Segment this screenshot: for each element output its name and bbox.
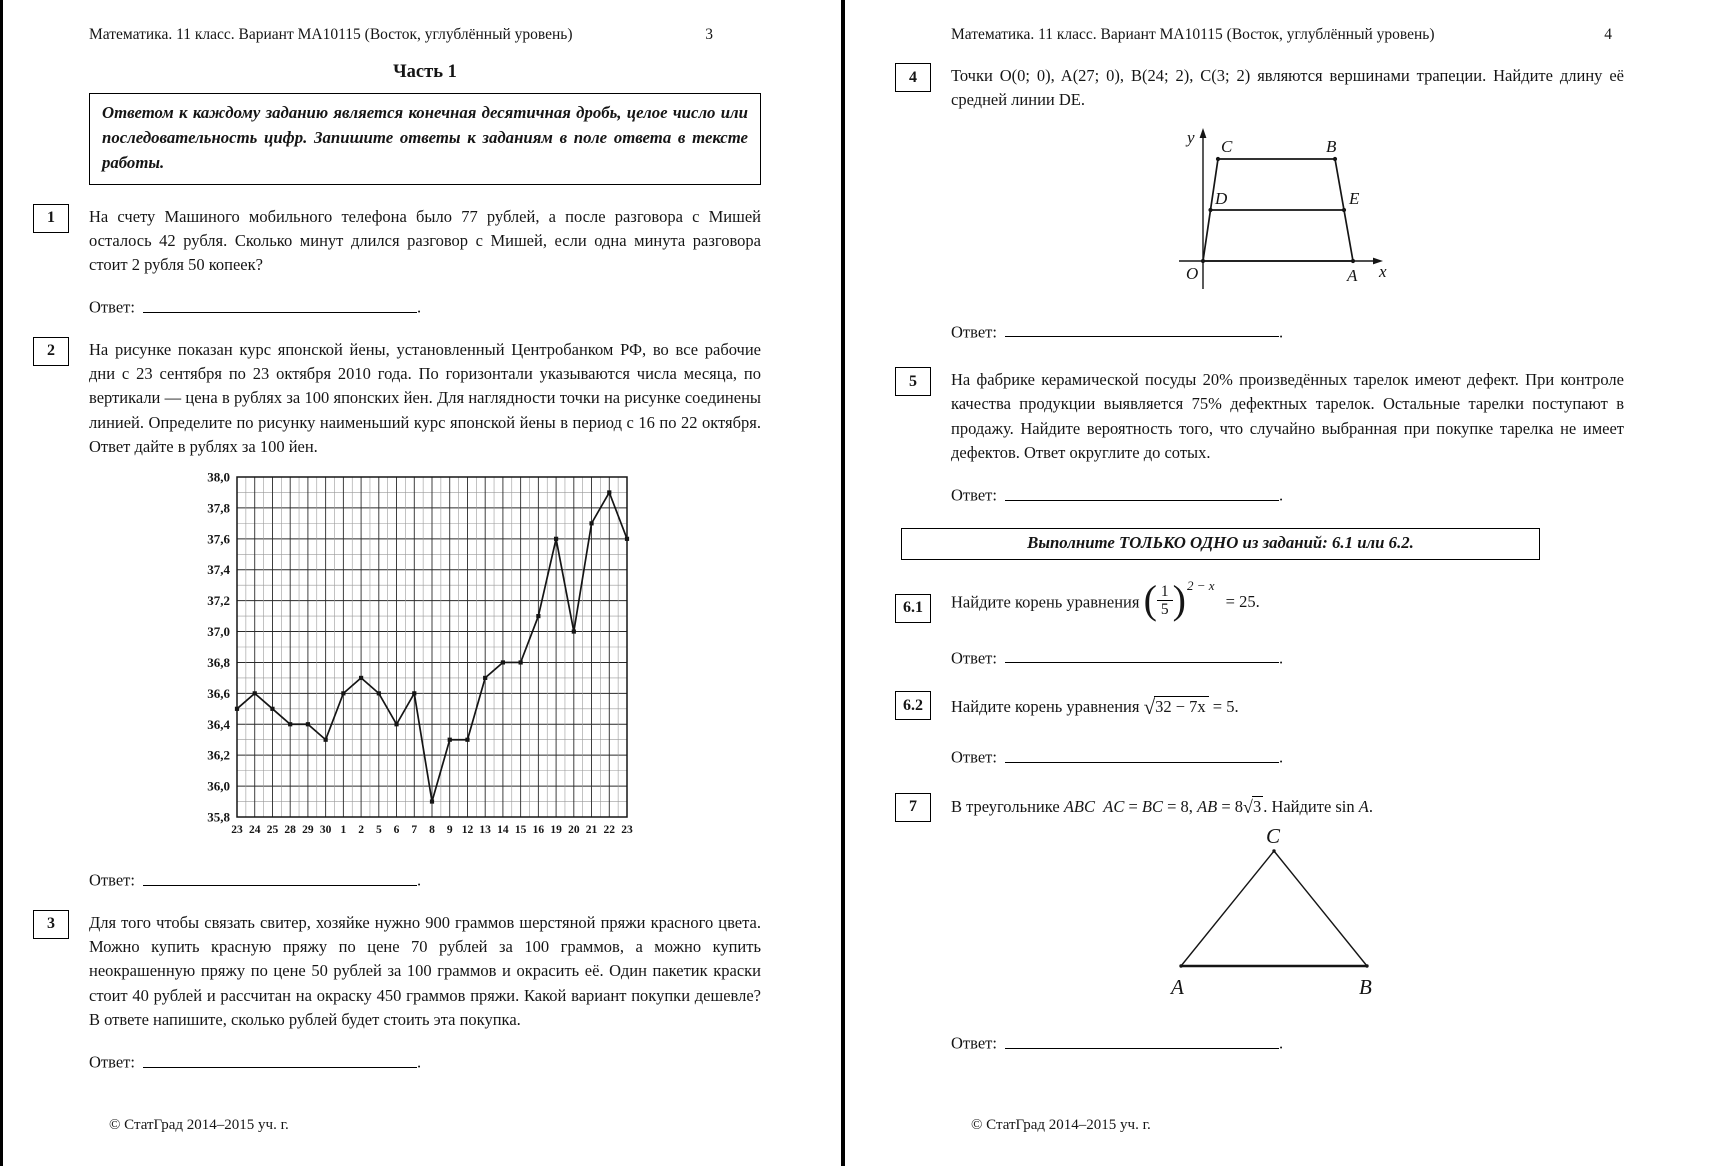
svg-text:36,8: 36,8 — [207, 655, 230, 671]
problem-2-number: 2 — [33, 337, 69, 366]
svg-text:23: 23 — [621, 824, 633, 837]
svg-text:19: 19 — [550, 824, 562, 837]
answer-label: Ответ: — [951, 1033, 997, 1053]
radical-icon: √ — [1143, 695, 1156, 720]
answer-label: Ответ: — [89, 297, 135, 317]
svg-text:25: 25 — [266, 824, 279, 837]
problem-5 — [909, 368, 1624, 506]
problem-6-2-number: 6.2 — [895, 691, 931, 720]
answer-row-7 — [951, 1033, 1624, 1054]
equals: = — [1128, 796, 1138, 816]
answer-label: Ответ: — [951, 322, 997, 342]
radicand: 32 − 7x — [1154, 696, 1209, 716]
svg-text:7: 7 — [411, 824, 418, 837]
page-number: 3 — [705, 26, 713, 43]
side-AC: AC — [1103, 796, 1125, 816]
header-title: Математика. 11 класс. Вариант МА10115 (Восток, углублённый уровень) — [89, 26, 573, 43]
answer-blank — [1005, 1033, 1279, 1049]
svg-text:15: 15 — [514, 824, 527, 837]
svg-text:35,8: 35,8 — [207, 809, 230, 825]
close-paren: ) — [1172, 576, 1186, 622]
svg-text:8: 8 — [429, 824, 435, 837]
angle-A: A — [1358, 796, 1369, 816]
text-lead: В треугольнике — [951, 796, 1060, 816]
yen-rate-chart — [187, 467, 761, 850]
svg-text:36,0: 36,0 — [207, 778, 230, 794]
page-number: 4 — [1604, 26, 1612, 43]
label-C: C — [1266, 826, 1281, 849]
line-chart-svg — [187, 467, 639, 845]
svg-text:12: 12 — [461, 824, 474, 837]
problem-6-1-text — [951, 576, 1624, 622]
answer-label: Ответ: — [951, 747, 997, 767]
answer-period: . — [1278, 747, 1284, 767]
problem-3-number: 3 — [33, 910, 69, 939]
problem-1-text: На счету Машиного мобильного телефона было 77 рублей, а после разговора с Мишей осталось 42 рубля. Сколько минут длился разговор с Мишей, если одна минута разговора стоит 2 рубля 50 копеек? — [89, 206, 761, 275]
answer-period: . — [1278, 322, 1284, 342]
answer-row-5 — [951, 485, 1624, 506]
instruction-box: Ответом к каждому заданию является конечная десятичная дробь, целое число или последовательность цифр. Запишите ответы к заданиям в поле ответа в тексте работы. — [89, 93, 761, 185]
trapezoid-figure-wrap — [1163, 119, 1624, 302]
problem-3-text: Для того чтобы связать свитер, хозяйке нужно 900 граммов шерстяной пряжи красного цвета. Можно купить красную пряжу по цене 70 рублей за 100 граммов, а можно купить неокрашенную пряжу по цене 50 рублей за 100 граммов и окрасить её. Один пакетик краски стоит 40 рублей и рассчитан на окраску 450 граммов пряжи. Какой вариант покупки дешевле? В ответе напишите, сколько рублей будет стоить эта покупка. — [89, 912, 761, 1029]
svg-text:24: 24 — [248, 824, 261, 837]
answer-label: Ответ: — [89, 1052, 135, 1072]
problem-1 — [47, 205, 761, 318]
problem-7-text — [951, 794, 1624, 820]
exponent: 2 − x — [1186, 578, 1215, 594]
problem-5-number: 5 — [895, 367, 931, 396]
copyright-footer: © СтатГрад 2014–2015 уч. г. — [971, 1117, 1151, 1133]
svg-text:9: 9 — [446, 824, 453, 837]
triangle-figure — [1119, 826, 1429, 1008]
equals-8b: = 8 — [1221, 796, 1244, 816]
side-BC: BC — [1141, 796, 1163, 816]
page-header — [951, 26, 1624, 44]
answer-period: . — [1278, 1033, 1284, 1053]
svg-text:20: 20 — [568, 824, 580, 837]
label-B: B — [1359, 975, 1372, 1000]
answer-blank — [1005, 322, 1279, 338]
label-E: E — [1349, 188, 1360, 208]
radical-icon: √ — [1243, 796, 1253, 817]
fraction-numerator: 1 — [1160, 582, 1169, 600]
equation-rhs: = 5. — [1212, 697, 1239, 717]
header-title: Математика. 11 класс. Вариант МА10115 (Восток, углублённый уровень) — [951, 26, 1435, 43]
problem-4-text: Точки O(0; 0), A(27; 0), B(24; 2), C(3; 2) являются вершинами трапеции. Найдите длину её средней линии DE. — [951, 66, 1624, 110]
equals-8: = 8, — [1167, 796, 1193, 816]
radicand: 3 — [1252, 796, 1262, 816]
svg-text:38,0: 38,0 — [207, 469, 230, 485]
answer-row-2 — [89, 870, 761, 891]
svg-text:36,6: 36,6 — [207, 686, 230, 702]
svg-text:2: 2 — [358, 824, 364, 837]
label-A: A — [1347, 265, 1358, 285]
label-C: C — [1221, 136, 1233, 156]
answer-row-1 — [89, 297, 761, 318]
trapezoid-figure — [1163, 119, 1395, 297]
answer-blank — [1005, 648, 1279, 664]
answer-row-6-2 — [951, 747, 1624, 768]
open-paren: ( — [1143, 576, 1157, 622]
problem-4 — [909, 64, 1624, 342]
answer-period: . — [1278, 485, 1284, 505]
choose-one-banner: Выполните ТОЛЬКО ОДНО из заданий: 6.1 или 6.2. — [901, 528, 1540, 560]
svg-text:37,0: 37,0 — [207, 624, 230, 640]
answer-period: . — [416, 297, 422, 317]
answer-period: . — [1278, 648, 1284, 668]
svg-text:14: 14 — [497, 824, 509, 837]
fraction — [1157, 583, 1173, 619]
problem-4-number: 4 — [895, 63, 931, 92]
answer-row-6-1 — [951, 648, 1624, 669]
svg-text:5: 5 — [375, 824, 382, 837]
svg-text:23: 23 — [231, 824, 243, 837]
svg-text:21: 21 — [585, 824, 598, 837]
label-x-axis: x — [1379, 261, 1387, 281]
problem-6-1 — [903, 576, 1624, 668]
problem-2-text: На рисунке показан курс японской йены, установленный Центробанком РФ, во все рабочие дни с 23 сентября по 23 октября 2010 года. По горизонтали указываются числа месяца, по вертикали — цена в рублях за 100 японских йен. Для наглядности точки на рисунке соединены линией. Определите по рисунку наименьший курс японской йены в период с 16 по 22 октября. Ответ дайте в рублях за 100 йен. — [89, 339, 761, 456]
answer-period: . — [416, 1052, 422, 1072]
problem-3 — [47, 911, 761, 1073]
svg-text:29: 29 — [302, 824, 314, 837]
label-O: O — [1186, 263, 1199, 283]
answer-label: Ответ: — [951, 485, 997, 505]
problem-6-2-text — [951, 692, 1624, 723]
label-A: A — [1171, 975, 1184, 1000]
triangle-name: ABC — [1063, 796, 1095, 816]
svg-text:37,6: 37,6 — [207, 531, 230, 547]
svg-text:13: 13 — [479, 824, 491, 837]
svg-text:37,8: 37,8 — [207, 500, 230, 516]
answer-row-4 — [951, 322, 1624, 343]
svg-text:16: 16 — [532, 824, 545, 837]
svg-text:6: 6 — [393, 824, 400, 837]
page-3 — [3, 0, 841, 1166]
svg-text:28: 28 — [284, 824, 296, 837]
equation-prefix: Найдите корень уравнения — [951, 592, 1140, 612]
svg-text:37,2: 37,2 — [207, 593, 230, 609]
label-B: B — [1326, 136, 1337, 156]
answer-blank — [143, 297, 417, 313]
problem-6-2 — [903, 692, 1624, 768]
copyright-footer: © СтатГрад 2014–2015 уч. г. — [109, 1117, 289, 1133]
svg-text:1: 1 — [340, 824, 347, 837]
page-4 — [845, 0, 1720, 1166]
svg-text:30: 30 — [319, 824, 332, 837]
answer-blank — [1005, 747, 1279, 763]
problem-1-number: 1 — [33, 204, 69, 233]
answer-blank — [1005, 485, 1279, 501]
answer-blank — [143, 870, 417, 886]
problem-6-1-number: 6.1 — [895, 594, 931, 623]
fraction-denominator: 5 — [1157, 600, 1173, 618]
svg-text:36,2: 36,2 — [207, 747, 230, 763]
equation-prefix: Найдите корень уравнения — [951, 697, 1140, 717]
label-y-axis: y — [1187, 127, 1195, 147]
problem-7-number: 7 — [895, 793, 931, 822]
label-D: D — [1215, 188, 1228, 208]
answer-row-3 — [89, 1052, 761, 1073]
problem-5-text: На фабрике керамической посуды 20% произведённых тарелок имеют дефект. При контроле качества продукции выявляется 75% дефектных тарелок. Остальные тарелки поступают в продажу. Найдите вероятность того, что случайно выбранная при покупке тарелка не имеет дефектов. Ответ округлите до сотых. — [951, 370, 1624, 462]
svg-text:22: 22 — [603, 824, 616, 837]
page-header — [89, 26, 761, 44]
part-title: Часть 1 — [393, 62, 457, 82]
answer-label: Ответ: — [951, 648, 997, 668]
answer-label: Ответ: — [89, 870, 135, 890]
problem-7 — [909, 794, 1624, 1054]
text-tail: . Найдите sin — [1263, 796, 1355, 816]
triangle-figure-wrap — [1119, 826, 1624, 1013]
problem-2 — [47, 338, 761, 891]
svg-text:36,4: 36,4 — [207, 717, 230, 733]
side-AB: AB — [1197, 796, 1218, 816]
svg-text:37,4: 37,4 — [207, 562, 230, 578]
equation-rhs: = 25. — [1225, 592, 1260, 612]
answer-blank — [143, 1052, 417, 1068]
period: . — [1368, 796, 1373, 816]
y-axis-arrow — [1200, 128, 1207, 138]
answer-period: . — [416, 870, 422, 890]
